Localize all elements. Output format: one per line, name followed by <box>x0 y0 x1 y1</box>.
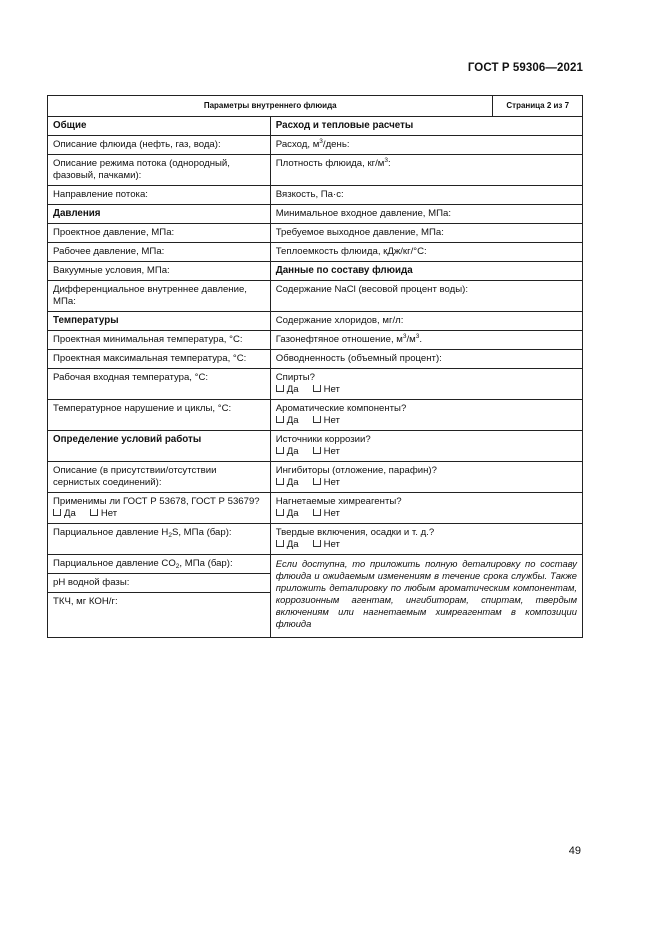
table-row <box>48 331 583 350</box>
no-checkbox[interactable]: Нет <box>313 508 340 520</box>
question-label: Ароматические компоненты? <box>275 403 407 414</box>
cell-label: Парциальное давление $H_2S$, МПа (бар): <box>48 524 271 555</box>
table-row <box>48 350 583 369</box>
cell-label: Парциальное давление $CO_2$, МПа (бар): <box>48 555 271 574</box>
table-row <box>48 262 583 281</box>
question-label: Нагнетаемые химреагенты? <box>275 496 402 507</box>
cell-label: Описание флюида (нефть, газ, вода): <box>48 136 271 155</box>
yes-checkbox[interactable]: Да <box>53 508 76 520</box>
section-general: Общие <box>48 117 271 136</box>
cell-question <box>270 493 582 524</box>
table-row <box>48 312 583 331</box>
cell-question <box>270 400 582 431</box>
yes-checkbox[interactable]: Да <box>276 477 299 489</box>
cell-label: Содержание NaCl (весовой процент воды): <box>270 281 582 312</box>
question-label: Спирты? <box>275 372 315 383</box>
cell-label: Минимальное входное давление, МПа: <box>270 205 582 224</box>
table-row <box>48 400 583 431</box>
cell-label: Проектная минимальная температура, °С: <box>48 331 271 350</box>
cell-label: Рабочее давление, МПа: <box>48 243 271 262</box>
cell-label: Описание режима потока (однородный, фазовый, пачками): <box>48 155 271 186</box>
question-label: Источники коррозии? <box>275 434 371 445</box>
table-row <box>48 186 583 205</box>
cell-label: Требуемое выходное давление, МПа: <box>270 224 582 243</box>
cell-question <box>48 493 271 524</box>
cell-label: Описание (в присутствии/отсутствии сернистых соединений): <box>48 462 271 493</box>
table-row <box>48 281 583 312</box>
attachment-note: Если доступна, то приложить полную деталировку по составу флюида и ожидаемым изменениям в течение срока службы. Также приложить деталировку по любым ароматическим компонентам, коррозионным агентам, ингибиторам, спиртам, твердым включениям или нагнетаемым химреагентам в композиции флюида <box>270 555 582 638</box>
page-label: Страница 2 из 7 <box>493 96 583 117</box>
cell-label: Проектная максимальная температура, °С: <box>48 350 271 369</box>
cell-label: Плотность флюида, $кг/м^3$: <box>270 155 582 186</box>
table-row <box>48 117 583 136</box>
cell-label: Газонефтяное отношение, $м^3/м^3$. <box>270 331 582 350</box>
fluid-parameters-table <box>47 95 583 638</box>
document-id: ГОСТ Р 59306—2021 <box>467 62 583 74</box>
table-header-row <box>48 96 583 117</box>
cell-label: ТКЧ, мг КОН/г: <box>48 593 271 638</box>
section-composition: Данные по составу флюида <box>270 262 582 281</box>
no-checkbox[interactable]: Нет <box>313 415 340 427</box>
no-checkbox[interactable]: Нет <box>313 446 340 458</box>
yes-checkbox[interactable]: Да <box>276 539 299 551</box>
no-checkbox[interactable]: Нет <box>313 539 340 551</box>
no-checkbox[interactable]: Нет <box>313 384 340 396</box>
table-row <box>48 155 583 186</box>
section-operating-conditions: Определение условий работы <box>48 431 271 462</box>
table-row <box>48 369 583 400</box>
question-label: Ингибиторы (отложение, парафин)? <box>275 465 437 476</box>
section-flow: Расход и тепловые расчеты <box>270 117 582 136</box>
cell-label: Расход, $м^3$/день: <box>270 136 582 155</box>
page-number: 49 <box>568 845 581 857</box>
cell-label: Теплоемкость флюида, кДж/кг/°С: <box>270 243 582 262</box>
no-checkbox[interactable]: Нет <box>313 477 340 489</box>
table-row <box>48 493 583 524</box>
table-row <box>48 243 583 262</box>
cell-label: Дифференциальное внутреннее давление, МПа: <box>48 281 271 312</box>
no-checkbox[interactable]: Нет <box>90 508 117 520</box>
cell-label: Проектное давление, МПа: <box>48 224 271 243</box>
table-row <box>48 555 583 574</box>
yes-checkbox[interactable]: Да <box>276 446 299 458</box>
table-title: Параметры внутреннего флюида <box>48 96 493 117</box>
section-pressures: Давления <box>48 205 271 224</box>
table-row <box>48 224 583 243</box>
yes-checkbox[interactable]: Да <box>276 384 299 396</box>
cell-label: Вязкость, Па·с: <box>270 186 582 205</box>
cell-question <box>270 462 582 493</box>
table-row <box>48 136 583 155</box>
question-label: Применимы ли ГОСТ Р 53678, ГОСТ Р 53679? <box>53 496 260 507</box>
table-row <box>48 524 583 555</box>
table-row <box>48 431 583 462</box>
yes-checkbox[interactable]: Да <box>276 415 299 427</box>
table-row <box>48 462 583 493</box>
cell-label: Рабочая входная температура, °С: <box>48 369 271 400</box>
question-label: Твердые включения, осадки и т. д.? <box>275 527 435 538</box>
cell-question <box>270 431 582 462</box>
cell-label: Направление потока: <box>48 186 271 205</box>
cell-question <box>270 524 582 555</box>
yes-checkbox[interactable]: Да <box>276 508 299 520</box>
cell-label: pH водной фазы: <box>48 574 271 593</box>
cell-label: Содержание хлоридов, мг/л: <box>270 312 582 331</box>
section-temperatures: Температуры <box>48 312 271 331</box>
cell-label: Обводненность (объемный процент): <box>270 350 582 369</box>
table-row <box>48 205 583 224</box>
cell-label: Температурное нарушение и циклы, °С: <box>48 400 271 431</box>
cell-question <box>270 369 582 400</box>
cell-label: Вакуумные условия, МПа: <box>48 262 271 281</box>
